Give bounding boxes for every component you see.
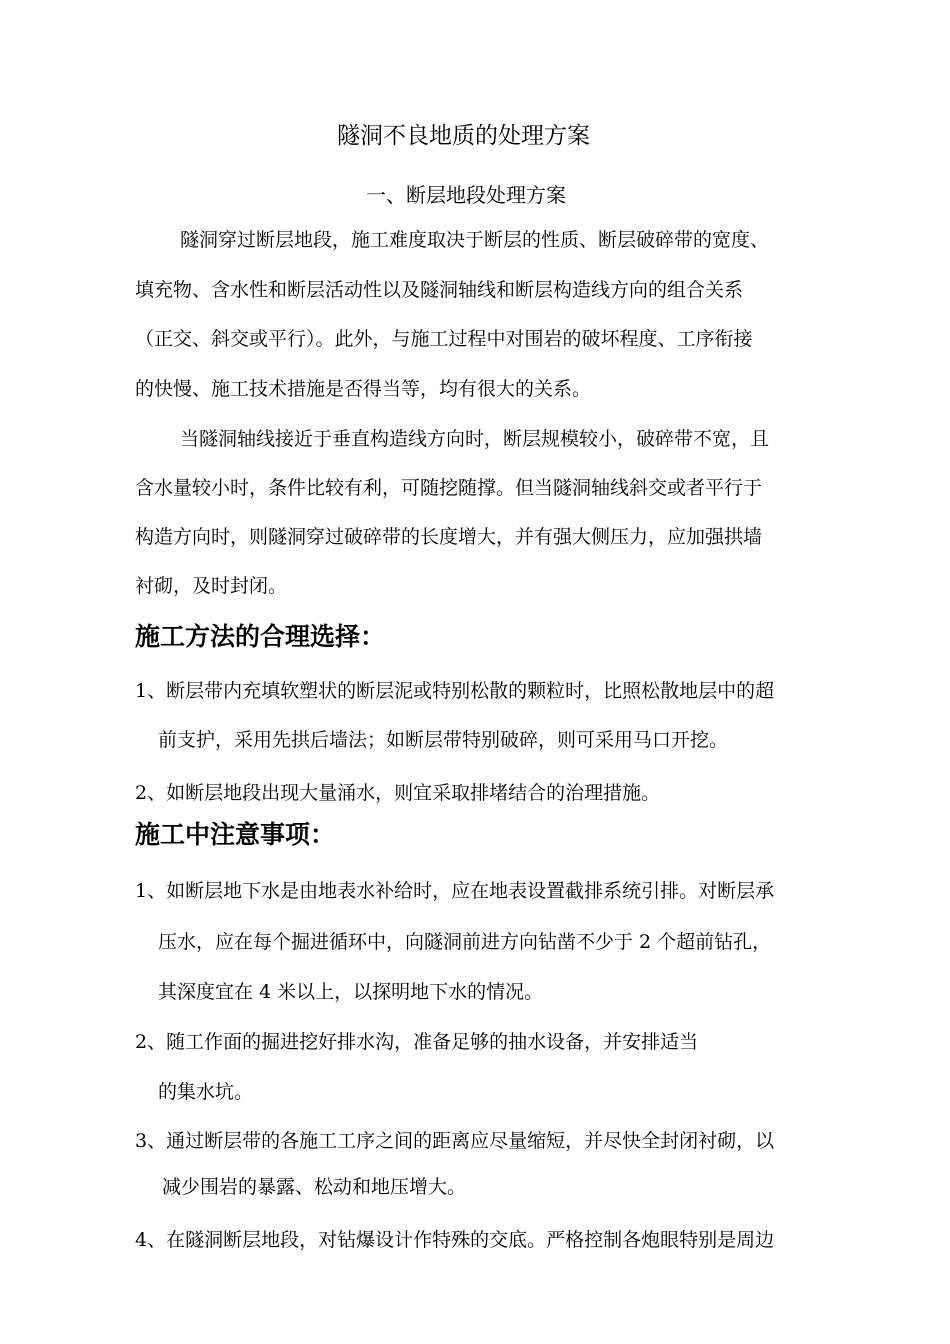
heading-construction-notes: 施工中注意事项：	[135, 820, 336, 849]
heading-construction-methods: 施工方法的合理选择：	[135, 622, 386, 651]
second-paragraph-line: 当隧洞轴线接近于垂直构造线方向时，断层规模较小，破碎带不宽，且	[180, 428, 770, 450]
notes-list-item-continuation: 其深度宜在 4 米以上，以探明地下水的情况。	[158, 981, 544, 1003]
intro-paragraph-line: （正交、斜交或平行）。此外，与施工过程中对围岩的破坏程度、工序衔接	[135, 328, 753, 350]
methods-list-item-continuation: 前支护，采用先拱后墙法；如断层带特别破碎，则可采用马口开挖。	[158, 729, 729, 751]
methods-list-item: 2、如断层地段出现大量涌水，则宜采取排堵结合的治理措施。	[135, 782, 661, 804]
notes-list-item-continuation: 减少围岩的暴露、松动和地压增大。	[162, 1176, 467, 1198]
intro-paragraph-line: 的快慢、施工技术措施是否得当等，均有很大的关系。	[135, 378, 592, 400]
notes-list-item-continuation: 压水，应在每个掘进循环中，向隧洞前进方向钻凿不少于 2 个超前钻孔，	[158, 931, 772, 953]
second-paragraph-line: 构造方向时，则隧洞穿过破碎带的长度增大，并有强大侧压力，应加强拱墙	[135, 526, 763, 548]
notes-list-item: 4、在隧洞断层地段，对钻爆设计作特殊的交底。严格控制各炮眼特别是周边	[135, 1229, 775, 1251]
intro-paragraph-line: 隧洞穿过断层地段，施工难度取决于断层的性质、断层破碎带的宽度、	[180, 229, 770, 251]
second-paragraph-line: 衬砌，及时封闭。	[135, 575, 288, 597]
section-subtitle: 一、断层地段处理方案	[366, 183, 566, 207]
notes-list-item: 2、随工作面的掘进挖好排水沟，准备足够的抽水设备，并安排适当	[135, 1031, 699, 1053]
notes-list-item: 3、通过断层带的各施工工序之间的距离应尽量缩短，并尽快全封闭衬砌，以	[135, 1130, 775, 1152]
notes-list-item: 1、如断层地下水是由地表水补给时，应在地表设置截排系统引排。对断层承	[135, 880, 775, 902]
methods-list-item: 1、断层带内充填软塑状的断层泥或特别松散的颗粒时，比照松散地层中的超	[135, 680, 775, 702]
document-title: 隧洞不良地质的处理方案	[337, 123, 590, 149]
second-paragraph-line: 含水量较小时，条件比较有利，可随挖随撑。但当隧洞轴线斜交或者平行于	[135, 477, 763, 499]
intro-paragraph-line: 填充物、含水性和断层活动性以及隧洞轴线和断层构造线方向的组合关系	[135, 279, 744, 301]
notes-list-item-continuation: 的集水坑。	[158, 1081, 254, 1103]
